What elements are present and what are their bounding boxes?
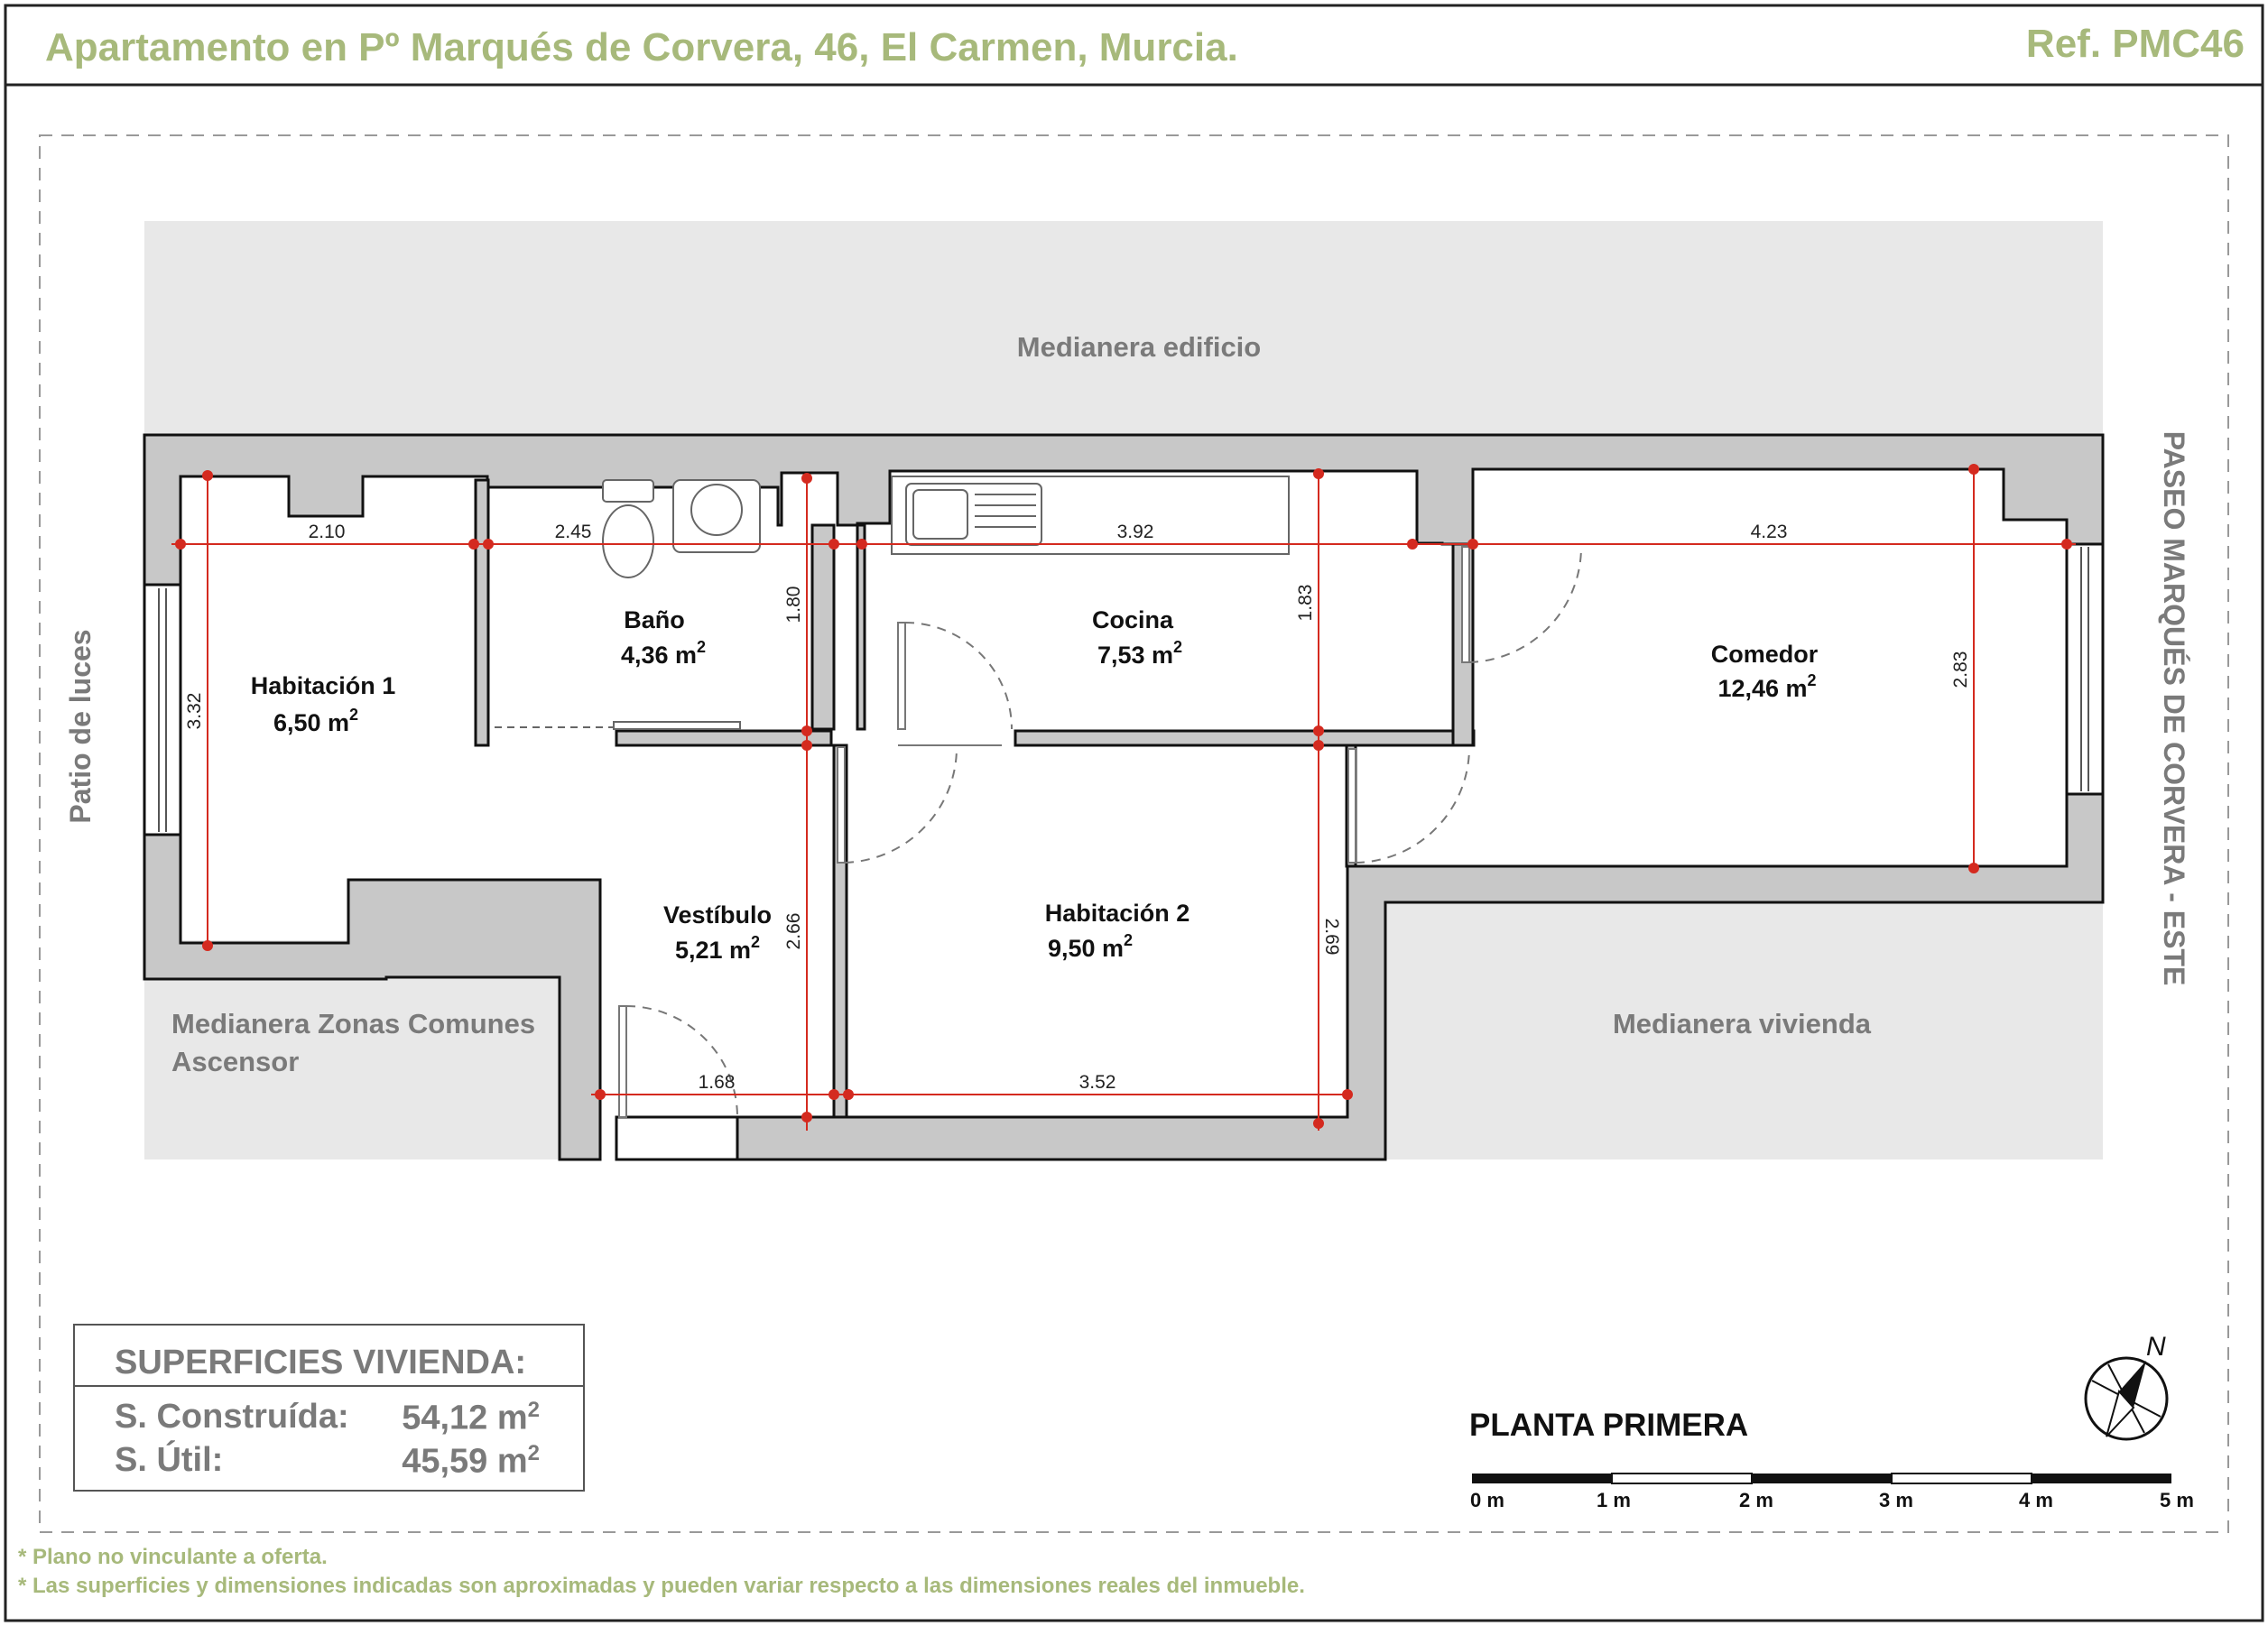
room-bano-name: Baño: [624, 606, 685, 633]
page-title: Apartamento en Pº Marqués de Corvera, 46, El Carmen, Murcia.: [45, 25, 1238, 69]
dim-bano-width: 2.45: [554, 522, 592, 542]
scale-tick: 1 m: [1597, 1489, 1631, 1511]
room-vestibulo-name: Vestíbulo: [662, 901, 773, 928]
room-habitacion1-name: Habitación 1: [250, 672, 396, 699]
dim-h1-width: 2.10: [308, 522, 346, 542]
dim-vest-width: 1.68: [698, 1072, 736, 1093]
kitchen-counter: [892, 476, 1289, 554]
zone-bottom-left-label-2: Ascensor: [171, 1046, 300, 1077]
reference-code: Ref. PMC46: [2025, 22, 2245, 66]
dim-cocina-height: 1.83: [1295, 584, 1316, 622]
room-habitacion2-name: Habitación 2: [1044, 900, 1190, 927]
room-comedor-area: 12,46 $m^2$: [1717, 671, 1817, 702]
scale-tick: 0 m: [1470, 1489, 1504, 1511]
disclaimer-note: * Las superficies y dimensiones indicadas son aproximadas y pueden variar respecto a las dimensiones reales del inmueble.: [18, 1574, 1305, 1598]
room-comedor-name: Comedor: [1710, 641, 1819, 668]
room-bano-area: 4,36 $m^2$: [620, 638, 707, 669]
scale-tick: 4 m: [2019, 1489, 2053, 1511]
room-habitacion2-area: 9,50 $m^2$: [1047, 931, 1134, 962]
dim-cocina-width: 3.92: [1116, 522, 1154, 542]
dim-comedor-width: 4.23: [1750, 522, 1788, 542]
dim-h2-height: 2.69: [1321, 918, 1342, 956]
dim-h2-width: 3.52: [1078, 1072, 1116, 1093]
zone-bottom-left-label: Medianera Zonas Comunes: [171, 1008, 536, 1039]
room-habitacion1-area: 6,50 $m^2$: [273, 706, 359, 736]
surface-useful-value: 45,59 $m^2$: [402, 1441, 540, 1481]
zone-top-label: Medianera edificio: [1016, 331, 1262, 363]
dim-bano-height: 1.80: [783, 586, 804, 624]
north-arrow-icon: [2086, 1332, 2167, 1439]
dim-vest-height: 2.66: [783, 912, 804, 950]
surface-summary-box: [73, 1324, 585, 1492]
zone-left-label: Patio de luces: [64, 629, 97, 824]
surface-built-label: S. Construída:: [115, 1398, 349, 1436]
surface-useful-label: S. Útil:: [115, 1441, 224, 1479]
floor-level-title: PLANTA PRIMERA: [1469, 1408, 1749, 1443]
dim-h1-height: 3.32: [184, 692, 205, 730]
dim-comedor-height: 2.83: [1950, 651, 1971, 688]
scale-tick: 2 m: [1739, 1489, 1773, 1511]
zone-right-label: PASEO MARQUÉS DE CORVERA - ESTE: [2158, 430, 2190, 986]
surface-summary-title: SUPERFICIES VIVIENDA:: [115, 1344, 527, 1381]
scale-bar: [1470, 1474, 2194, 1511]
surface-summary-divider: [75, 1385, 583, 1387]
room-cocina-area: 7,53 $m^2$: [1097, 638, 1183, 669]
room-vestibulo-area: 5,21 $m^2$: [674, 933, 761, 964]
zone-bottom-right-label: Medianera vivienda: [1612, 1008, 1872, 1039]
surface-built-value: 54,12 $m^2$: [402, 1398, 540, 1437]
room-cocina-name: Cocina: [1091, 606, 1174, 633]
disclaimer-note: * Plano no vinculante a oferta.: [18, 1545, 328, 1569]
scale-tick: 3 m: [1879, 1489, 1913, 1511]
svg-text:N: N: [2146, 1332, 2166, 1362]
scale-tick: 5 m: [2160, 1489, 2194, 1511]
